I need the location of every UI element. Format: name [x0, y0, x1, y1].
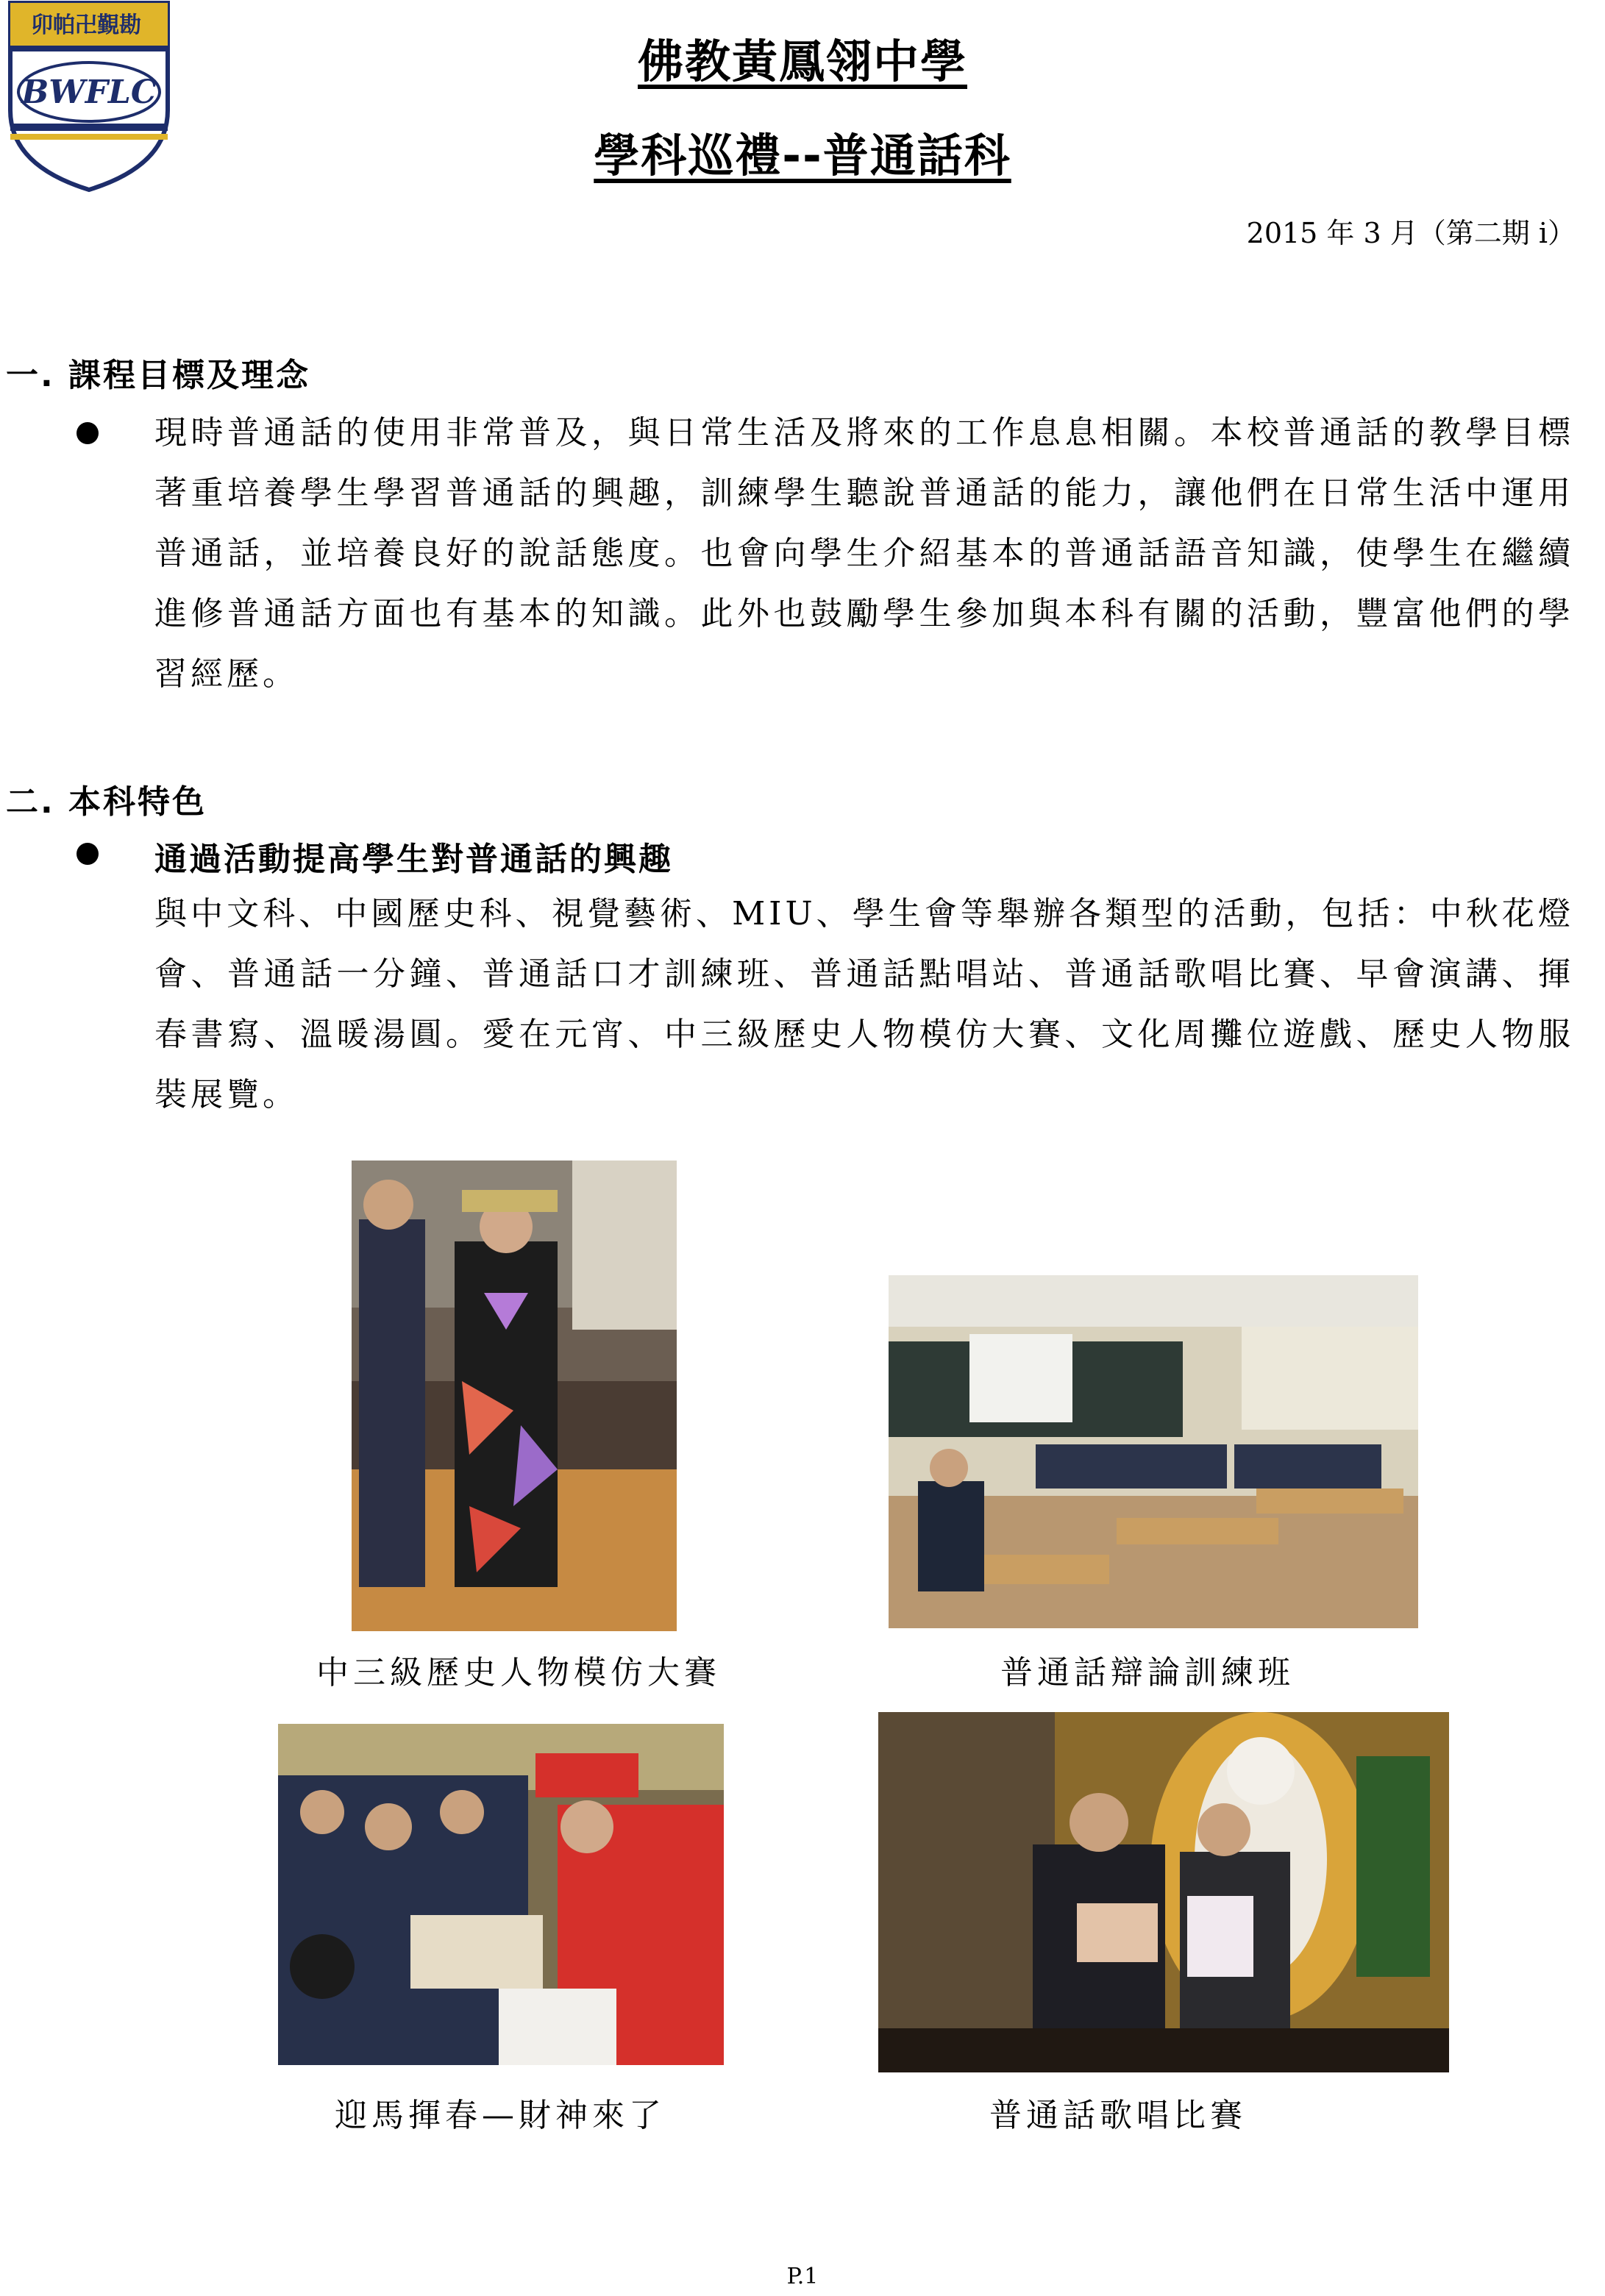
school-name-title: 佛教黃鳳翎中學	[637, 35, 967, 88]
photo-debate-class	[889, 1275, 1418, 1628]
photo-spring-couplet	[278, 1724, 724, 2065]
section-1-heading: 一. 課程目標及理念	[6, 357, 311, 394]
photo-caption: 普通話辯論訓練班	[1000, 1654, 1295, 1691]
section-2-paragraph: 與中文科、中國歷史科、視覺藝術、MIU、學生會等舉辦各類型的活動，包括：中秋花燈會、普通話一分鐘、普通話口才訓練班、普通話點唱站、普通話歌唱比賽、早會演講、揮春書寫、溫暖湯圓。愛在元宵、中三級歷史人物模仿大賽、文化周攤位遊戲、歷史人物服裝展覽。	[154, 895, 1574, 1113]
section-2-subheading: 通過活動提高學生對普通話的興趣	[154, 841, 673, 878]
logo-letters: BWFLC	[21, 74, 157, 111]
logo-banner-text: 卯帕卍覲勘	[31, 13, 141, 38]
section-2-heading: 二. 本科特色	[6, 783, 207, 821]
photo-caption: 迎馬揮春—財神來了	[335, 2097, 666, 2134]
issue-date: 2015 年 3 月（第二期 i）	[1246, 217, 1576, 249]
section-1-paragraph: 現時普通話的使用非常普及，與日常生活及將來的工作息息相關。本校普通話的教學目標著重培養學生學習普通話的興趣，訓練學生聽說普通話的能力，讓他們在日常生活中運用普通話，並培養良好的說話態度。也會向學生介紹基本的普通話語音知識，使學生在繼續進修普通話方面也有基本的知識。此外也鼓勵學生參加與本科有關的活動，豐富他們的學習經歷。	[154, 414, 1574, 693]
bullet-icon	[76, 843, 99, 865]
photo-costume-contest	[352, 1161, 677, 1631]
photo-caption: 普通話歌唱比賽	[989, 2097, 1247, 2134]
subject-subtitle: 學科巡禮--普通話科	[594, 129, 1011, 182]
photo-singing-contest	[878, 1712, 1449, 2072]
photo-caption: 中三級歷史人物模仿大賽	[316, 1654, 721, 1691]
bullet-icon	[76, 422, 99, 444]
page-number: P.1	[786, 2264, 819, 2289]
